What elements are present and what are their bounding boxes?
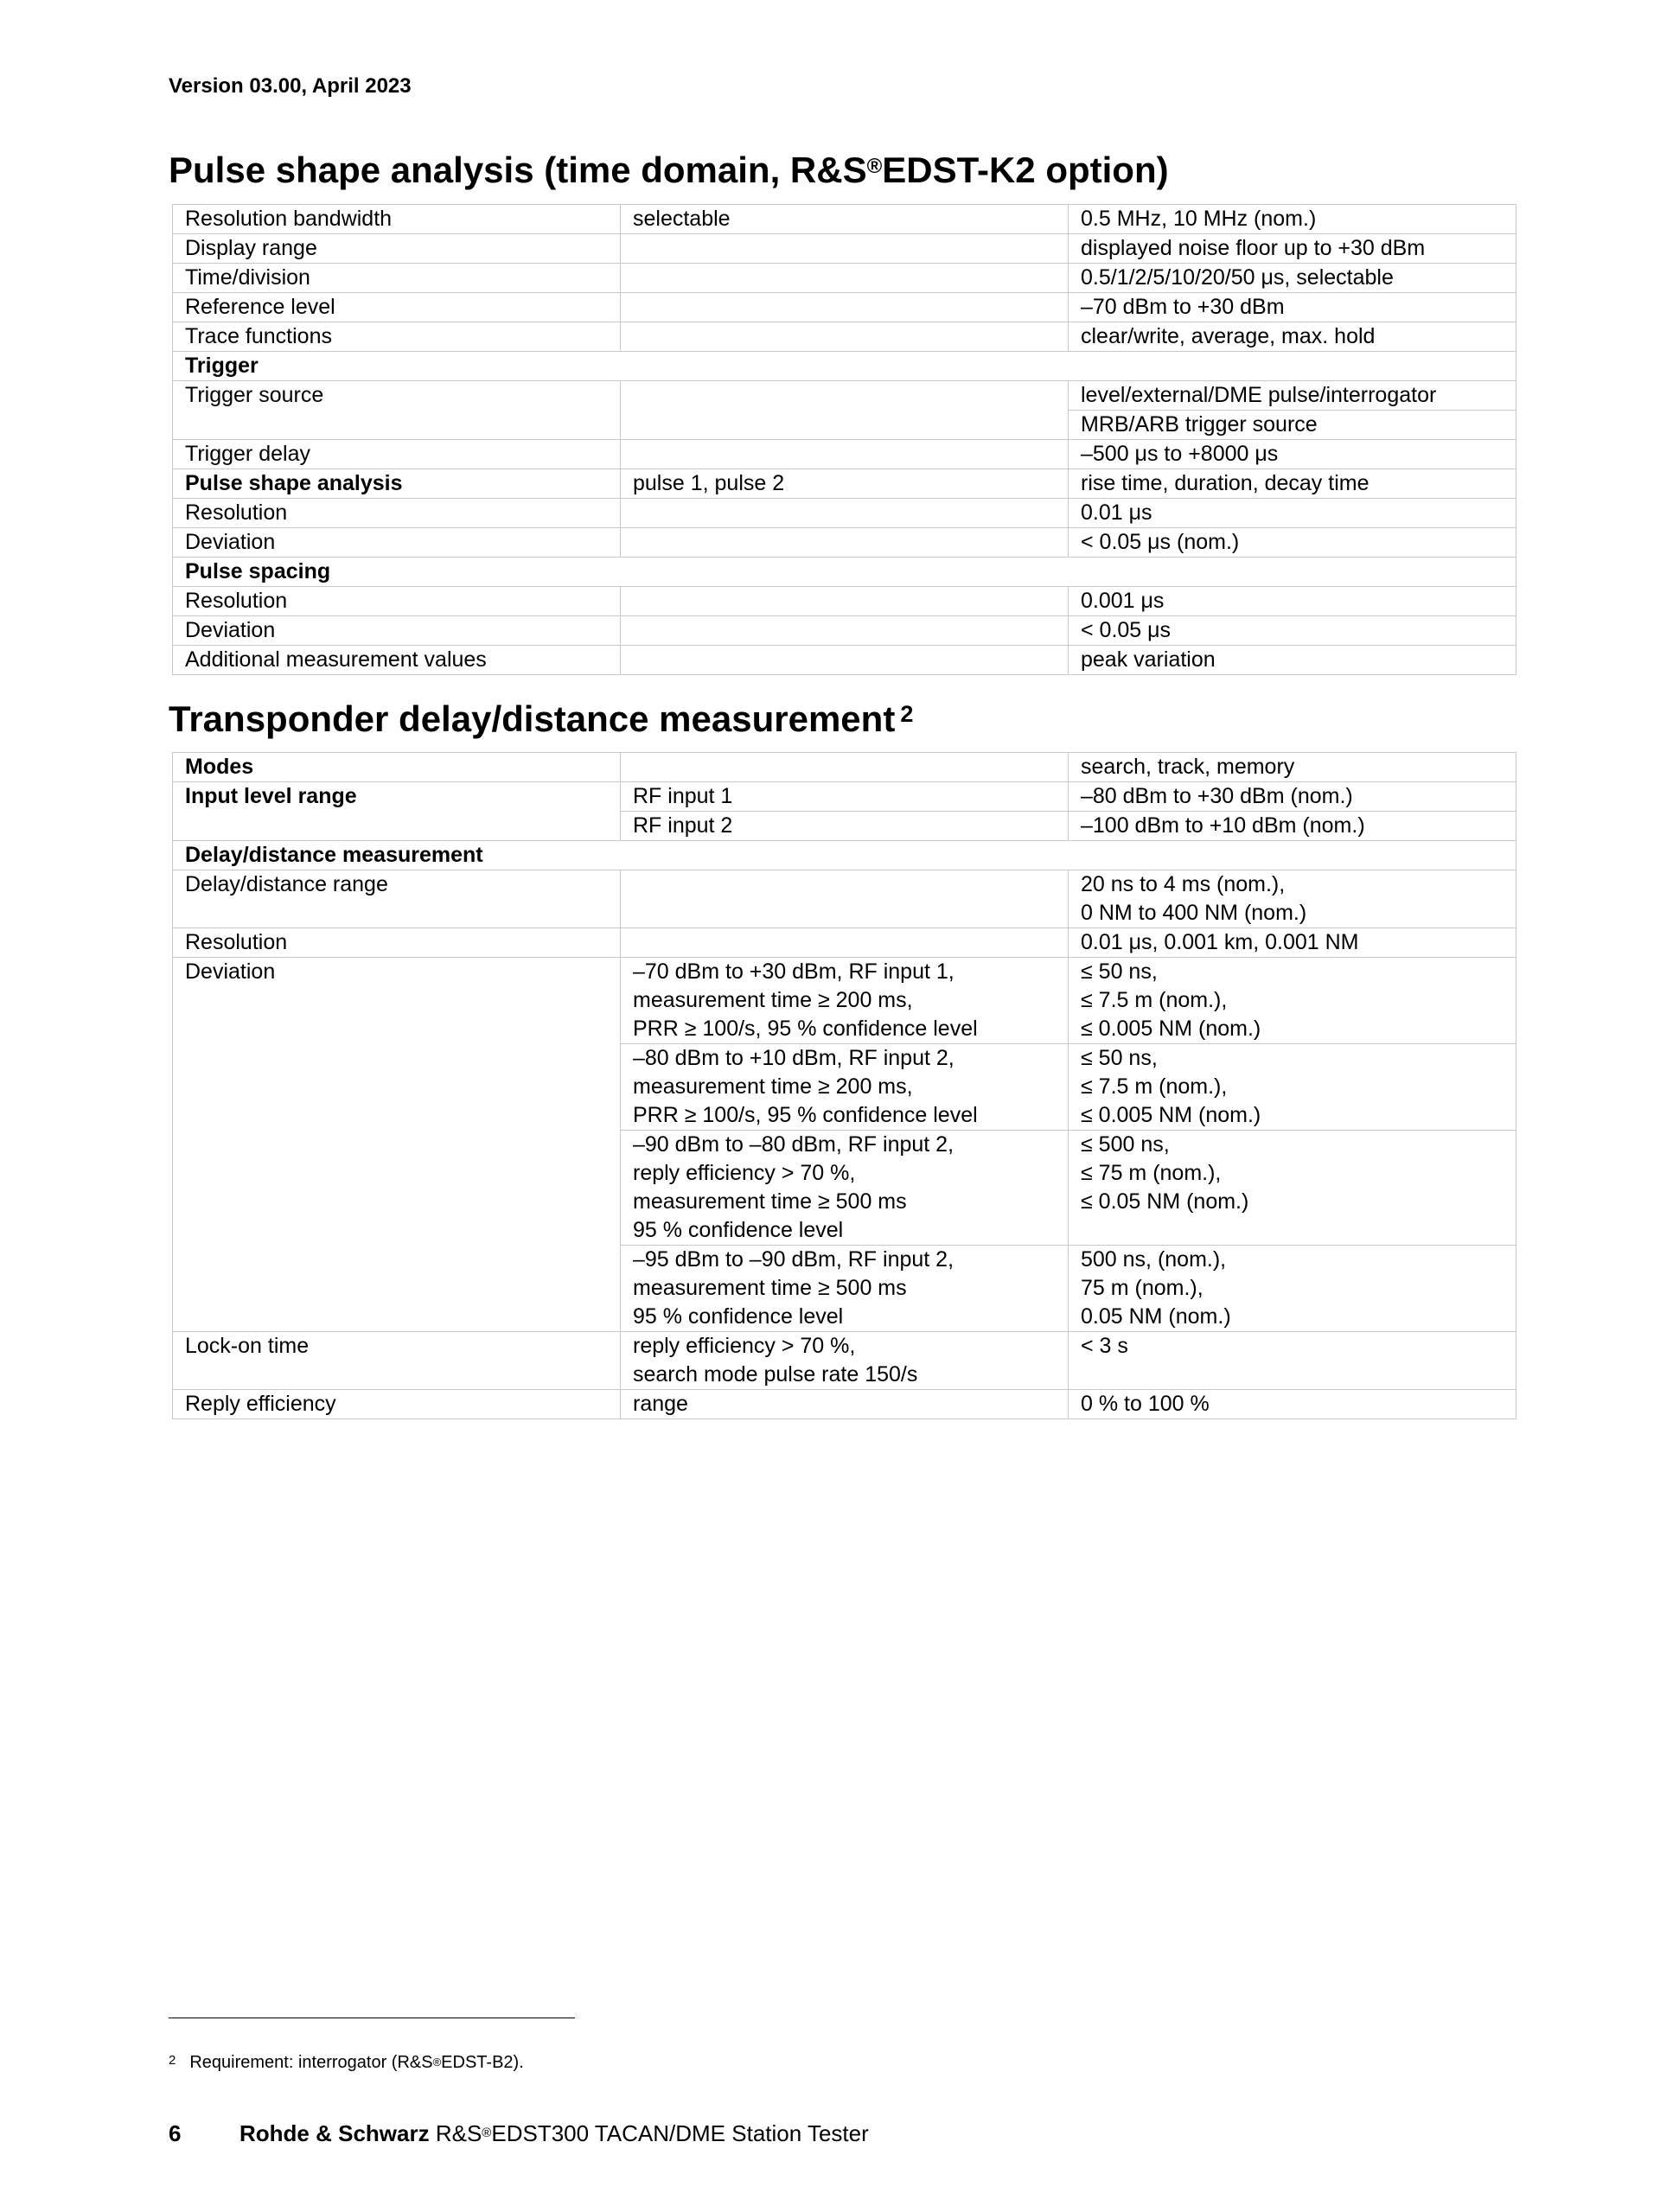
spec-value	[1069, 1246, 1516, 1332]
spec-value: rise time, duration, decay time	[1069, 469, 1516, 499]
spec-condition	[621, 870, 1069, 928]
value-line: ≤ 0.05 NM (nom.)	[1081, 1189, 1249, 1214]
spec-value: 0.001 μs	[1069, 587, 1516, 616]
condition-line: –95 dBm to –90 dBm, RF input 2,	[633, 1247, 954, 1272]
product-name: R&S	[435, 2120, 482, 2146]
table-row	[173, 1390, 1516, 1419]
condition-line: –90 dBm to –80 dBm, RF input 2,	[633, 1132, 954, 1157]
table-row	[173, 440, 1516, 469]
condition-line: measurement time ≥ 500 ms	[633, 1189, 907, 1214]
spec-label: Modes	[173, 753, 621, 782]
spec-condition	[621, 1044, 1069, 1131]
table-row	[173, 381, 1516, 411]
table-row	[173, 499, 1516, 528]
spec-condition	[621, 499, 1069, 528]
spec-label: Additional measurement values	[173, 646, 621, 675]
brand-name: Rohde & Schwarz	[239, 2120, 430, 2146]
spec-label: Resolution	[173, 928, 621, 958]
table-row	[173, 469, 1516, 499]
spec-label: Deviation	[173, 958, 621, 1332]
table-row	[173, 528, 1516, 558]
spec-value: –100 dBm to +10 dBm (nom.)	[1069, 812, 1516, 841]
table-row	[173, 234, 1516, 264]
spec-label: Trigger source	[173, 381, 621, 440]
spec-condition	[621, 928, 1069, 958]
condition-line: reply efficiency > 70 %,	[633, 1334, 856, 1358]
title-text: Transponder delay/distance measurement	[169, 698, 896, 739]
spec-heading: Trigger	[173, 352, 1516, 381]
section-title-transponder	[169, 697, 913, 742]
spec-label: Reply efficiency	[173, 1390, 621, 1419]
spec-condition	[621, 753, 1069, 782]
spec-condition	[621, 293, 1069, 322]
spec-value: displayed noise floor up to +30 dBm	[1069, 234, 1516, 264]
page-footer	[169, 2119, 869, 2148]
table-row	[173, 958, 1516, 1044]
spec-label: Resolution	[173, 499, 621, 528]
pulse-shape-spec-table	[172, 204, 1516, 675]
spec-value: –70 dBm to +30 dBm	[1069, 293, 1516, 322]
condition-line: PRR ≥ 100/s, 95 % confidence level	[633, 1103, 978, 1127]
spec-condition: range	[621, 1390, 1069, 1419]
condition-line: reply efficiency > 70 %,	[633, 1161, 856, 1185]
spec-condition: pulse 1, pulse 2	[621, 469, 1069, 499]
spec-value: < 0.05 μs	[1069, 616, 1516, 646]
title-text: Pulse shape analysis (time domain, R&S	[169, 150, 867, 190]
table-row	[173, 322, 1516, 352]
table-row	[173, 352, 1516, 381]
table-row	[173, 558, 1516, 587]
table-row	[173, 646, 1516, 675]
spec-condition	[621, 264, 1069, 293]
spec-value: clear/write, average, max. hold	[1069, 322, 1516, 352]
table-row	[173, 616, 1516, 646]
spec-label: Time/division	[173, 264, 621, 293]
spec-condition	[621, 381, 1069, 440]
condition-line: 95 % confidence level	[633, 1218, 844, 1242]
condition-line: measurement time ≥ 500 ms	[633, 1276, 907, 1300]
spec-condition	[621, 587, 1069, 616]
value-line: 75 m (nom.),	[1081, 1276, 1204, 1300]
value-line: ≤ 0.005 NM (nom.)	[1081, 1017, 1261, 1041]
footnote-text: EDST-B2).	[441, 2053, 524, 2072]
page-number: 6	[169, 2120, 182, 2146]
spec-heading: Delay/distance measurement	[173, 841, 1516, 870]
spec-value: 0.01 μs	[1069, 499, 1516, 528]
spec-label: Lock-on time	[173, 1332, 621, 1390]
table-row	[173, 293, 1516, 322]
spec-value: 0.5 MHz, 10 MHz (nom.)	[1069, 205, 1516, 234]
spec-condition	[621, 1131, 1069, 1246]
condition-line: –70 dBm to +30 dBm, RF input 1,	[633, 959, 954, 984]
spec-condition: RF input 2	[621, 812, 1069, 841]
condition-line: 95 % confidence level	[633, 1304, 844, 1329]
value-line: 0.05 NM (nom.)	[1081, 1304, 1231, 1329]
condition-line: measurement time ≥ 200 ms,	[633, 1074, 913, 1099]
spec-condition	[621, 528, 1069, 558]
table-row	[173, 264, 1516, 293]
spec-value: search, track, memory	[1069, 753, 1516, 782]
spec-value: 0.01 μs, 0.001 km, 0.001 NM	[1069, 928, 1516, 958]
spec-condition: RF input 1	[621, 782, 1069, 812]
spec-label: Pulse shape analysis	[173, 469, 621, 499]
section-title-pulse-shape	[169, 148, 1169, 193]
spec-value: MRB/ARB trigger source	[1069, 411, 1516, 440]
value-line: ≤ 500 ns,	[1081, 1132, 1170, 1157]
spec-label: Resolution	[173, 587, 621, 616]
spec-label: Resolution bandwidth	[173, 205, 621, 234]
spec-heading: Pulse spacing	[173, 558, 1516, 587]
spec-value: < 0.05 μs (nom.)	[1069, 528, 1516, 558]
condition-line: measurement time ≥ 200 ms,	[633, 988, 913, 1012]
spec-condition	[621, 1332, 1069, 1390]
spec-label: Display range	[173, 234, 621, 264]
spec-value: level/external/DME pulse/interrogator	[1069, 381, 1516, 411]
spec-value	[1069, 870, 1516, 928]
value-line: ≤ 0.005 NM (nom.)	[1081, 1103, 1261, 1127]
title-text: EDST-K2 option)	[882, 150, 1169, 190]
spec-value: 0 % to 100 %	[1069, 1390, 1516, 1419]
transponder-spec-table	[172, 752, 1516, 1419]
table-row	[173, 841, 1516, 870]
spec-value: –80 dBm to +30 dBm (nom.)	[1069, 782, 1516, 812]
spec-value: peak variation	[1069, 646, 1516, 675]
value-line: ≤ 7.5 m (nom.),	[1081, 1074, 1228, 1099]
spec-value	[1069, 1044, 1516, 1131]
condition-line: –80 dBm to +10 dBm, RF input 2,	[633, 1046, 954, 1070]
table-row	[173, 928, 1516, 958]
spec-condition	[621, 322, 1069, 352]
spec-label: Deviation	[173, 528, 621, 558]
condition-line: PRR ≥ 100/s, 95 % confidence level	[633, 1017, 978, 1041]
spec-value: < 3 s	[1069, 1332, 1516, 1390]
spec-label: Input level range	[173, 782, 621, 841]
spec-label: Trigger delay	[173, 440, 621, 469]
spec-label: Trace functions	[173, 322, 621, 352]
spec-condition	[621, 616, 1069, 646]
spec-condition	[621, 234, 1069, 264]
footnote-number: 2	[169, 2053, 176, 2068]
registered-mark: ®	[866, 155, 883, 178]
table-row	[173, 587, 1516, 616]
spec-condition	[621, 646, 1069, 675]
spec-condition	[621, 440, 1069, 469]
table-row	[173, 205, 1516, 234]
condition-line: search mode pulse rate 150/s	[633, 1362, 918, 1386]
spec-value: 0.5/1/2/5/10/20/50 μs, selectable	[1069, 264, 1516, 293]
spec-condition	[621, 958, 1069, 1044]
footnote	[169, 2050, 524, 2075]
product-name: EDST300 TACAN/DME Station Tester	[491, 2120, 869, 2146]
table-row	[173, 870, 1516, 928]
footnote-text: Requirement: interrogator (R&S	[189, 2053, 433, 2072]
spec-condition: selectable	[621, 205, 1069, 234]
value-line: 0 NM to 400 NM (nom.)	[1081, 901, 1307, 925]
version-header: Version 03.00, April 2023	[169, 74, 412, 98]
value-line: ≤ 7.5 m (nom.),	[1081, 988, 1228, 1012]
table-row	[173, 782, 1516, 812]
footnote-reference[interactable]: 2	[900, 701, 914, 727]
value-line: 500 ns, (nom.),	[1081, 1247, 1227, 1272]
table-row	[173, 753, 1516, 782]
value-line: ≤ 75 m (nom.),	[1081, 1161, 1222, 1185]
registered-mark: ®	[482, 2126, 492, 2140]
spec-value: –500 μs to +8000 μs	[1069, 440, 1516, 469]
spec-label: Delay/distance range	[173, 870, 621, 928]
value-line: 20 ns to 4 ms (nom.),	[1081, 872, 1286, 896]
spec-label: Reference level	[173, 293, 621, 322]
spec-condition	[621, 1246, 1069, 1332]
table-row	[173, 1332, 1516, 1390]
spec-label: Deviation	[173, 616, 621, 646]
spec-value	[1069, 1131, 1516, 1246]
value-line: ≤ 50 ns,	[1081, 959, 1158, 984]
spec-value	[1069, 958, 1516, 1044]
registered-mark: ®	[432, 2056, 442, 2069]
value-line: ≤ 50 ns,	[1081, 1046, 1158, 1070]
